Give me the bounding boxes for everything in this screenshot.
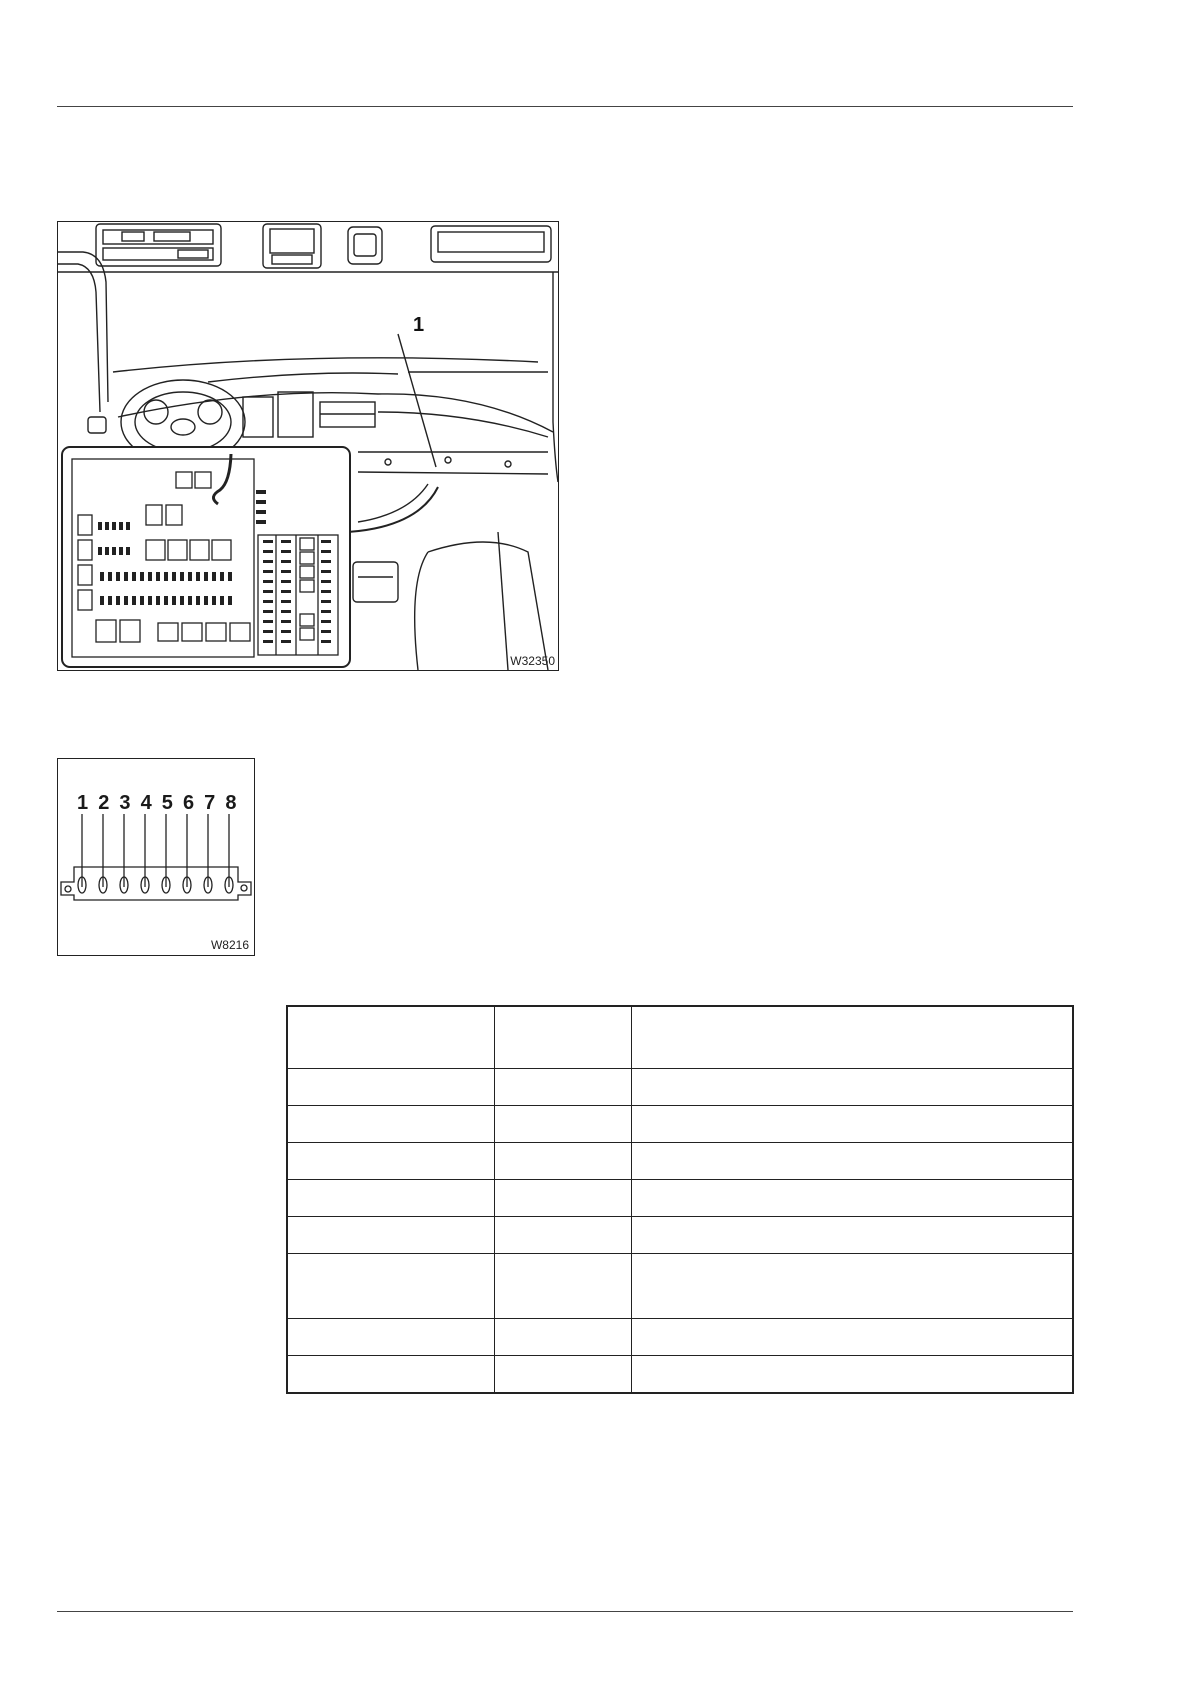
table-cell <box>287 1069 494 1106</box>
table-cell <box>494 1319 631 1356</box>
pin-label: 1 <box>77 792 89 814</box>
table-cell <box>494 1356 631 1394</box>
table-row <box>287 1217 1073 1254</box>
figure-code: W8216 <box>210 938 249 952</box>
pin-label: 5 <box>161 792 173 814</box>
table-row <box>287 1319 1073 1356</box>
fuse-table <box>286 1005 1074 1394</box>
table-cell <box>494 1069 631 1106</box>
table-cell <box>631 1106 1073 1143</box>
table-cell <box>631 1319 1073 1356</box>
table-header-cell <box>287 1006 494 1069</box>
table-row <box>287 1143 1073 1180</box>
pin-labels <box>72 792 242 815</box>
pin-label: 3 <box>119 792 131 814</box>
figure-code: W32350 <box>510 654 555 668</box>
dashboard-figure <box>57 221 559 671</box>
header-rule <box>57 106 1073 107</box>
table-cell <box>494 1217 631 1254</box>
pin-label: 4 <box>140 792 152 814</box>
table-cell <box>287 1356 494 1394</box>
table-row <box>287 1180 1073 1217</box>
table-cell <box>631 1143 1073 1180</box>
table-header-cell <box>494 1006 631 1069</box>
table-cell <box>287 1106 494 1143</box>
table-cell <box>631 1254 1073 1319</box>
table-row <box>287 1356 1073 1394</box>
pin-label: 8 <box>225 792 237 814</box>
table-cell <box>494 1143 631 1180</box>
table-cell <box>494 1254 631 1319</box>
table-row <box>287 1254 1073 1319</box>
table-cell <box>287 1319 494 1356</box>
dashboard-illustration <box>58 222 558 670</box>
table-cell <box>631 1180 1073 1217</box>
table-header-cell <box>631 1006 1073 1069</box>
connector-illustration <box>58 759 254 955</box>
table-cell <box>287 1254 494 1319</box>
callout-fuse-box: 1 <box>413 314 425 336</box>
table-cell <box>631 1356 1073 1394</box>
table-cell <box>287 1143 494 1180</box>
table-cell <box>494 1180 631 1217</box>
footer-rule <box>57 1611 1073 1612</box>
pin-label: 6 <box>182 792 195 814</box>
table-row <box>287 1106 1073 1143</box>
table-row <box>287 1069 1073 1106</box>
table-cell <box>631 1217 1073 1254</box>
connector-figure <box>57 758 255 956</box>
table-header-row <box>287 1006 1073 1069</box>
table-cell <box>631 1069 1073 1106</box>
table-cell <box>494 1106 631 1143</box>
table-cell <box>287 1217 494 1254</box>
pin-label: 2 <box>98 792 110 814</box>
table-cell <box>287 1180 494 1217</box>
pin-label: 7 <box>204 792 216 814</box>
